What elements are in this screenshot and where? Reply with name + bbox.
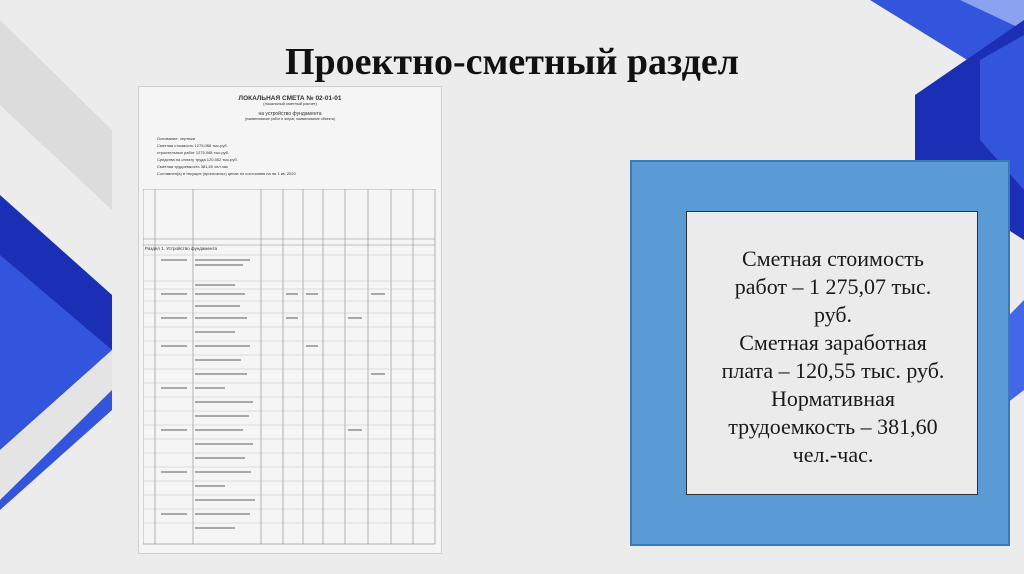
doc-summary-row: Составлен(а) в текущих (прогнозных) ценах по состоянию на на 1 кв. 2020 (157, 171, 296, 176)
doc-summary-row: Сметная трудоемкость 381,60 чел.час (157, 164, 229, 169)
info-line: руб. (813, 302, 853, 327)
doc-subtitle: (локальный сметный расчет) (263, 101, 317, 106)
info-line: Сметная стоимость (742, 246, 924, 271)
info-line: трудоемкость – 381,60 (728, 414, 938, 439)
info-line: работ – 1 275,07 тыс. (734, 274, 932, 299)
doc-object-note: (наименование работ и затрат, наименование объекта) (245, 117, 335, 121)
doc-summary-row: строительных работ 1275,068 тыс.руб. (157, 150, 230, 155)
info-line: Сметная заработная (739, 330, 927, 355)
info-textbox (686, 211, 978, 495)
doc-object: на устройство фундамента (258, 111, 322, 117)
estimate-document-image (138, 86, 442, 554)
info-line: плата – 120,55 тыс. руб. (721, 358, 945, 383)
doc-summary-row: Основание: чертежи (157, 136, 196, 141)
doc-summary (157, 135, 296, 177)
info-text (687, 245, 978, 469)
doc-table-grid (143, 189, 437, 549)
info-line: чел.-час. (792, 442, 874, 467)
doc-title: ЛОКАЛЬНАЯ СМЕТА № 02-01-01 (238, 95, 342, 102)
info-line: Нормативная (771, 386, 895, 411)
slide-title: Проектно-сметный раздел (284, 41, 740, 83)
doc-summary-row: Сметная стоимость 1275,068 тыс.руб. (157, 143, 228, 148)
doc-section-label: Раздел 1. Устройство фундамента (145, 246, 218, 251)
doc-summary-row: Средства на оплату труда 120,552 тыс.руб. (157, 157, 238, 162)
